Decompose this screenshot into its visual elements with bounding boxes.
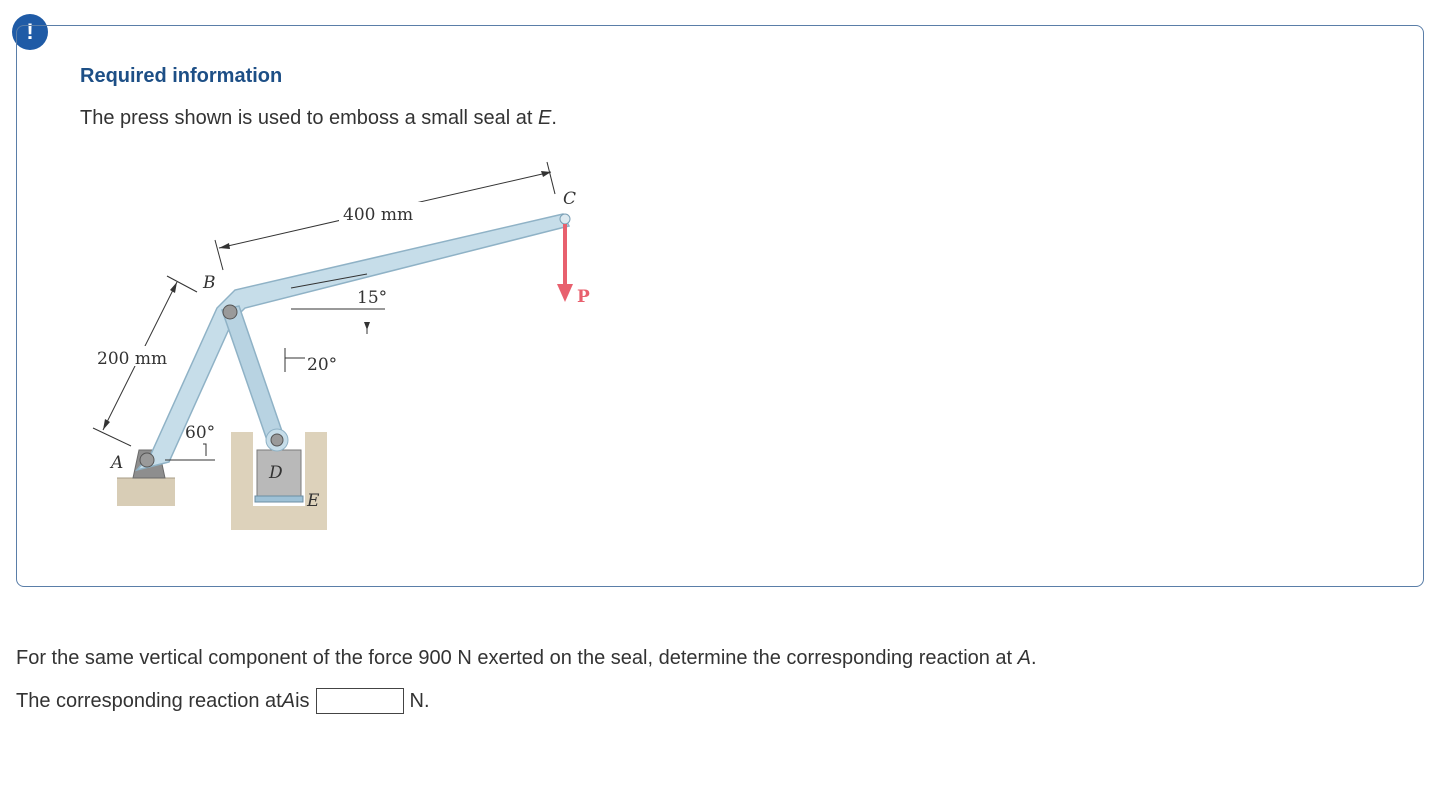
label-c: C [563, 189, 577, 209]
pin-c [560, 214, 570, 224]
pin-d [271, 434, 283, 446]
alert-icon: ! [12, 14, 48, 50]
pin-b [223, 305, 237, 319]
info-text-before: The press shown is used to emboss a small seal at [80, 107, 538, 129]
seal-e [255, 496, 303, 502]
info-text-after: . [551, 107, 557, 129]
info-text-var: E [538, 107, 552, 129]
label-e: E [307, 491, 320, 511]
dim-400-label: 400 mm [343, 205, 414, 225]
info-text [80, 107, 557, 130]
dim-200-label: 200 mm [97, 349, 168, 369]
angle-20-label: 20° [307, 355, 338, 375]
answer-prefix-var: A [281, 689, 296, 712]
info-title: Required information [80, 65, 283, 87]
question-text-after: . [1031, 647, 1037, 669]
label-a: A [111, 453, 124, 473]
label-p: P [577, 287, 590, 307]
label-b: B [203, 273, 216, 293]
answer-row [16, 688, 430, 714]
question-text-var: A [1017, 647, 1032, 669]
link-bd [222, 306, 285, 446]
answer-unit: N. [409, 689, 430, 712]
press-figure [85, 150, 625, 540]
pin-a [140, 453, 154, 467]
reaction-answer-input[interactable] [316, 688, 404, 714]
answer-prefix-before: The corresponding reaction at [16, 689, 282, 712]
question-text [16, 647, 1037, 670]
label-d: D [269, 463, 283, 483]
angle-15-label: 15° [357, 288, 388, 308]
angle-60-label: 60° [185, 423, 216, 443]
question-text-before: For the same vertical component of the force 900 N exerted on the seal, determine the corresponding reaction at [16, 647, 1018, 669]
ground-a [117, 478, 175, 506]
answer-prefix-after: is [295, 689, 310, 712]
